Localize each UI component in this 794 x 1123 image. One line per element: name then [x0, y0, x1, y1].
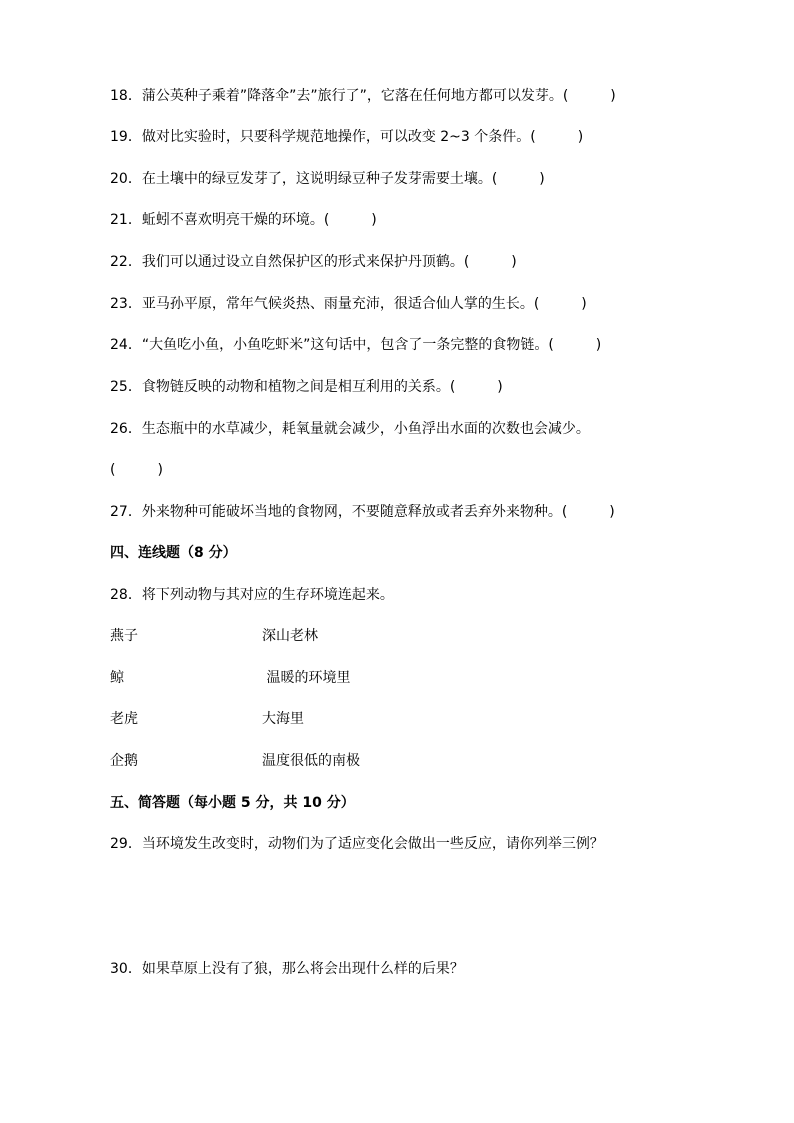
question-23: 23．亚马孙平原，常年气候炎热、雨量充沛，很适合仙人掌的生长。( )	[110, 296, 587, 312]
question-28: 28．将下列动物与其对应的生存环境连起来。	[110, 587, 394, 603]
question-22: 22．我们可以通过设立自然保护区的形式来保护丹顶鹤。( )	[110, 254, 517, 270]
question-21: 21．蚯蚓不喜欢明亮干燥的环境。( )	[110, 212, 377, 228]
question-25: 25．食物链反映的动物和植物之间是相互利用的关系。( )	[110, 379, 503, 395]
question-20: 20．在土壤中的绿豆发芽了，这说明绿豆种子发芽需要土壤。( )	[110, 171, 545, 187]
question-24: 24．“大鱼吃小鱼，小鱼吃虾米”这句话中，包含了一条完整的食物链。( )	[110, 337, 602, 353]
question-30: 30．如果草原上没有了狼，那么将会出现什么样的后果？	[110, 961, 464, 977]
question-29: 29．当环境发生改变时，动物们为了适应变化会做出一些反应，请你列举三例？	[110, 836, 604, 852]
habitat-label: 温暖的环境里	[262, 670, 351, 686]
question-27: 27．外来物种可能破坏当地的食物网，不要随意释放或者丢弃外来物种。( )	[110, 504, 615, 520]
animal-label: 企鹅	[110, 753, 138, 769]
habitat-label: 温度很低的南极	[262, 753, 360, 769]
habitat-label: 深山老林	[262, 628, 318, 644]
animal-label: 鲸	[110, 670, 124, 686]
section-heading-matching: 四、连线题（8 分）	[110, 545, 237, 561]
question-18: 18．蒲公英种子乘着”降落伞”去”旅行了”，它落在任何地方都可以发芽。( )	[110, 88, 616, 104]
question-19: 19．做对比实验时，只要科学规范地操作，可以改变 2~3 个条件。( )	[110, 129, 584, 145]
question-26-blank: ( )	[110, 462, 163, 478]
section-heading-short-answer: 五、简答题（每小题 5 分，共 10 分）	[110, 795, 355, 811]
habitat-label: 大海里	[262, 711, 304, 727]
question-26: 26．生态瓶中的水草减少，耗氧量就会减少，小鱼浮出水面的次数也会减少。	[110, 421, 590, 437]
animal-label: 老虎	[110, 711, 138, 727]
animal-label: 燕子	[110, 628, 138, 644]
